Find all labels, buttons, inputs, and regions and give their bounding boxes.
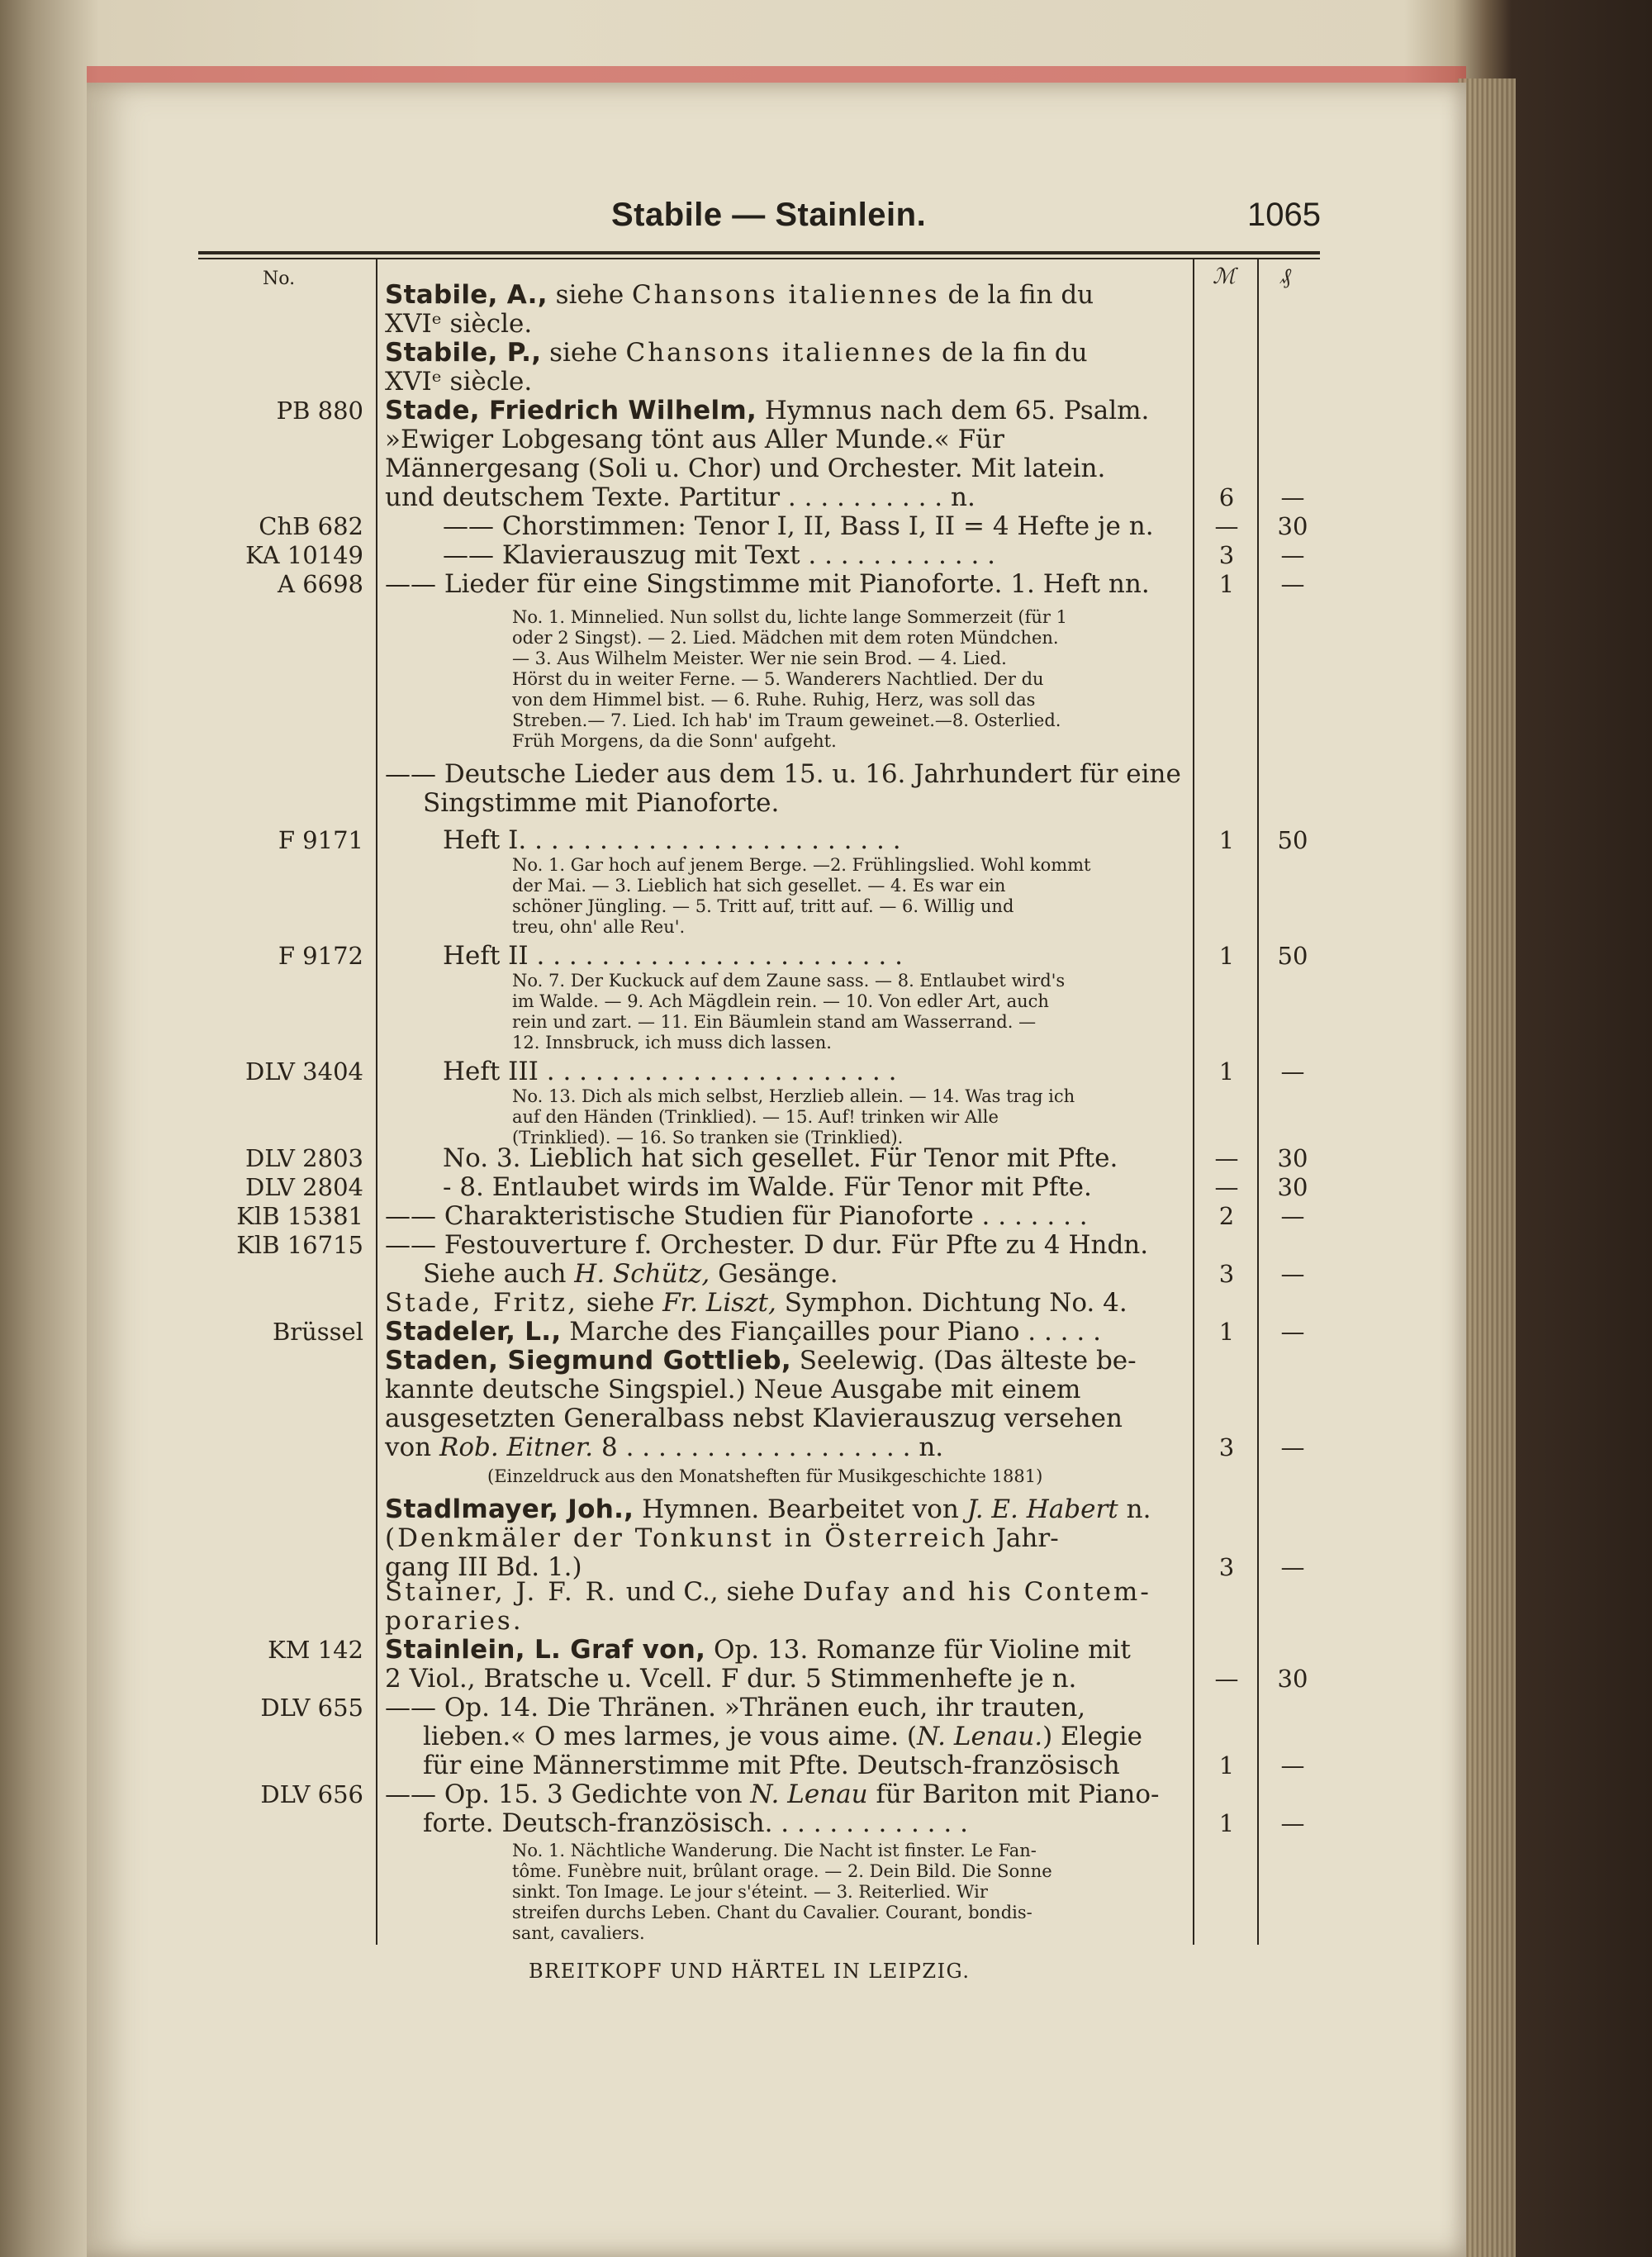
note-line: der Mai. — 3. Lieblich hat sich gesellet. — 4. Es war ein — [512, 876, 1006, 896]
catalog-entry — [385, 760, 1186, 818]
price-mark: 1 — [1218, 1809, 1235, 1837]
price-mark: 1 — [1218, 1751, 1235, 1779]
catalog-entry — [385, 541, 1186, 570]
catalog-entry — [385, 826, 1186, 855]
catalog-entry — [385, 942, 1186, 971]
price-pfennig: — — [1280, 541, 1305, 569]
column-header-no: No. — [263, 268, 296, 289]
entry-text: »Ewiger Lobgesang tönt aus Aller Munde.« Für — [385, 425, 1004, 454]
entry-line — [385, 1722, 1186, 1751]
entry-text: Hymnus nach dem 65. Psalm. — [757, 396, 1150, 425]
catalog-entry — [385, 1173, 1186, 1202]
catalog-entry — [385, 512, 1186, 541]
note-line: tôme. Funèbre nuit, brûlant orage. — 2. Dein Bild. Die Sonne — [512, 1861, 1052, 1881]
price-mark: 1 — [1218, 1318, 1235, 1346]
catalog-entry — [385, 1144, 1186, 1173]
price-mark: 1 — [1218, 942, 1235, 970]
entry-text: gang III Bd. 1.) — [385, 1552, 582, 1582]
contents-note — [487, 1466, 1132, 1487]
entry-text: und C., siehe — [617, 1577, 803, 1607]
entry-line — [385, 1524, 1186, 1553]
catalog-number: Brüssel — [272, 1318, 363, 1346]
entry-text: - 8. Entlaubet wirds im Walde. Für Tenor mit Pfte. — [443, 1172, 1092, 1202]
price-pfennig: 30 — [1277, 1665, 1308, 1693]
entry-line — [385, 942, 1186, 971]
note-line: oder 2 Singst). — 2. Lied. Mädchen mit dem roten Mündchen. — [512, 628, 1059, 648]
entry-line — [385, 1665, 1186, 1694]
price-mark: 2 — [1218, 1202, 1235, 1230]
note-line: schöner Jüngling. — 5. Tritt auf, tritt auf. — 6. Willig und — [512, 896, 1014, 916]
price-mark: 3 — [1218, 541, 1235, 569]
catalog-number: KlB 15381 — [236, 1202, 363, 1230]
entry-line — [385, 1607, 1186, 1636]
entry-text: für eine Männerstimme mit Pfte. Deutsch-französisch — [423, 1751, 1120, 1780]
entry-text: —— Lieder für eine Singstimme mit Pianoforte. 1. Heft nn. — [385, 569, 1150, 599]
entry-line — [385, 397, 1186, 425]
catalog-number: KlB 16715 — [236, 1231, 363, 1259]
entry-text: 2 Viol., Bratsche u. Vcell. F dur. 5 Stimmenhefte je n. — [385, 1664, 1077, 1694]
price-pfennig: — — [1280, 483, 1305, 511]
entry-heading: Stabile, A., — [385, 280, 548, 310]
contents-note — [512, 1086, 1156, 1148]
entry-text: Seelewig. (Das älteste be- — [790, 1346, 1137, 1376]
entry-text: XVIᵉ siècle. — [385, 367, 533, 397]
entry-heading: Staden, Siegmund Gottlieb, — [385, 1346, 791, 1376]
price-mark: — — [1214, 1144, 1239, 1172]
price-mark: 3 — [1218, 1553, 1235, 1581]
note-line: No. 1. Minnelied. Nun sollst du, lichte lange Sommerzeit (für 1 — [512, 607, 1067, 627]
entry-text: Op. 13. Romanze für Violine mit — [705, 1635, 1131, 1665]
entry-line — [385, 1780, 1186, 1809]
entry-text: H. Schütz, — [574, 1259, 710, 1289]
price-pfennig: 50 — [1277, 942, 1308, 970]
entry-text: Fr. Liszt, — [662, 1288, 776, 1318]
price-pfennig: — — [1280, 1433, 1305, 1461]
entry-line — [385, 1376, 1186, 1404]
entry-line — [385, 760, 1186, 789]
entry-text: —— Klavierauszug mit Text . . . . . . . . . . . . — [443, 540, 996, 570]
price-mark: — — [1214, 1173, 1239, 1201]
entry-text: Symphon. Dichtung No. 4. — [776, 1288, 1127, 1318]
entry-text: Rob. Eitner. — [439, 1433, 594, 1462]
note-line: Streben.— 7. Lied. Ich hab' im Traum geweinet.—8. Osterlied. — [512, 710, 1061, 730]
catalog-number: F 9171 — [278, 826, 363, 854]
header-rule-bottom — [198, 258, 1320, 259]
note-line: No. 13. Dich als mich selbst, Herzlieb allein. — 14. Was trag ich — [512, 1086, 1075, 1106]
publisher-footer: BREITKOPF UND HÄRTEL IN LEIPZIG. — [529, 1960, 971, 1983]
entry-text: Chansons italiennes — [632, 280, 940, 310]
entry-line — [385, 483, 1186, 512]
contents-note — [512, 855, 1156, 938]
entry-heading: Stade, Friedrich Wilhelm, — [385, 396, 757, 425]
note-line: Hörst du in weiter Ferne. — 5. Wanderers Nachtlied. Der du — [512, 669, 1044, 689]
entry-text: de la fin du — [939, 280, 1094, 310]
column-rule-mark — [1193, 259, 1194, 1945]
entry-text: (Denkmäler der Tonkunst in Österreich — [385, 1523, 988, 1553]
catalog-entry — [385, 1780, 1186, 1838]
entry-line — [385, 570, 1186, 599]
entry-text: Chansons italiennes — [625, 338, 934, 368]
price-pfennig: — — [1280, 1809, 1305, 1837]
entry-text: No. 3. Lieblich hat sich gesellet. Für Tenor mit Pfte. — [443, 1143, 1118, 1173]
entry-line — [385, 339, 1186, 368]
price-pfennig: 30 — [1277, 1144, 1308, 1172]
price-pfennig: 30 — [1277, 512, 1308, 540]
price-mark: — — [1214, 512, 1239, 540]
catalog-entry — [385, 1318, 1186, 1347]
column-header-mark: ℳ — [1213, 264, 1236, 289]
catalog-entry — [385, 1578, 1186, 1636]
entry-text: XVIᵉ siècle. — [385, 309, 533, 339]
entry-heading: Stadlmayer, Joh., — [385, 1494, 634, 1524]
entry-line — [385, 1202, 1186, 1231]
catalog-entry — [385, 1057, 1186, 1086]
note-line: treu, ohn' alle Reu'. — [512, 917, 686, 937]
entry-text: Marche des Fiançailles pour Piano . . . . . — [561, 1317, 1101, 1347]
catalog-number: A 6698 — [278, 570, 363, 598]
entry-heading: Stainlein, L. Graf von, — [385, 1635, 706, 1665]
entry-line — [385, 368, 1186, 397]
entry-text: de la fin du — [933, 338, 1088, 368]
entry-text: forte. Deutsch-französisch. . . . . . . . . . . . . — [423, 1808, 968, 1838]
note-line: streifen durchs Leben. Chant du Cavalier. Courant, bondis- — [512, 1903, 1032, 1922]
catalog-number: KM 142 — [268, 1636, 363, 1664]
catalog-number: F 9172 — [278, 942, 363, 970]
entry-line — [385, 1173, 1186, 1202]
note-line: (Einzeldruck aus den Monatsheften für Musikgeschichte 1881) — [487, 1466, 1043, 1486]
entry-text: Singstimme mit Pianoforte. — [423, 788, 780, 818]
entry-text: siehe — [541, 338, 626, 368]
catalog-entry — [385, 1636, 1186, 1694]
entry-line — [385, 454, 1186, 483]
catalog-entry — [385, 1347, 1186, 1462]
column-header-pfennig: ₰ — [1280, 264, 1291, 289]
entry-line — [385, 1636, 1186, 1665]
entry-text: —— Op. 14. Die Thränen. »Thränen euch, ihr trauten, — [385, 1693, 1086, 1722]
entry-line — [385, 1231, 1186, 1260]
price-pfennig: — — [1280, 1202, 1305, 1230]
entry-text: Heft II . . . . . . . . . . . . . . . . . . . . . . . — [443, 941, 903, 971]
catalog-entry — [385, 1202, 1186, 1231]
contents-note — [512, 607, 1156, 752]
entry-text: Männergesang (Soli u. Chor) und Orchester. Mit latein. — [385, 454, 1106, 483]
entry-text: Heft III . . . . . . . . . . . . . . . . . . . . . . — [443, 1057, 897, 1086]
entry-text: und deutschem Texte. Partitur . . . . . . . . . . n. — [385, 482, 976, 512]
note-line: Früh Morgens, da die Sonn' aufgeht. — [512, 731, 837, 751]
entry-text: —— Charakteristische Studien für Pianoforte . . . . . . . — [385, 1201, 1088, 1231]
entry-text: siehe — [547, 280, 633, 310]
entry-text: für Bariton mit Piano- — [867, 1779, 1160, 1809]
catalog-number: ChB 682 — [259, 512, 363, 540]
page-edges — [1458, 78, 1516, 2257]
entry-text: N. Lenau. — [917, 1722, 1043, 1751]
catalog-entry — [385, 281, 1186, 339]
catalog-entry — [385, 1694, 1186, 1780]
entry-line — [385, 789, 1186, 818]
entry-line — [385, 1751, 1186, 1780]
entry-text: n. — [1118, 1494, 1151, 1524]
catalog-number: DLV 2803 — [244, 1144, 363, 1172]
price-mark: 3 — [1218, 1433, 1235, 1461]
entry-line — [385, 1318, 1186, 1347]
catalog-entry — [385, 570, 1186, 599]
running-title: Stabile — Stainlein. — [611, 197, 927, 233]
entry-text: Dufay and his Contem- — [802, 1577, 1151, 1607]
entry-text: poraries. — [385, 1606, 524, 1636]
note-line: No. 1. Gar hoch auf jenem Berge. —2. Frühlingslied. Wohl kommt — [512, 855, 1091, 875]
catalog-number: PB 880 — [276, 397, 363, 425]
price-pfennig: — — [1280, 1260, 1305, 1288]
entry-line — [385, 1144, 1186, 1173]
price-mark: 1 — [1218, 570, 1235, 598]
contents-note — [512, 971, 1156, 1053]
note-line: sinkt. Ton Image. Le jour s'éteint. — 3. Reiterlied. Wir — [512, 1882, 988, 1902]
entry-text: Siehe auch — [423, 1259, 575, 1289]
price-pfennig: 50 — [1277, 826, 1308, 854]
contents-note — [512, 1841, 1156, 1944]
entry-text: —— Festouverture f. Orchester. D dur. Für Pfte zu 4 Hndn. — [385, 1230, 1149, 1260]
entry-line — [385, 826, 1186, 855]
price-mark: 3 — [1218, 1260, 1235, 1288]
entry-text: Heft I. . . . . . . . . . . . . . . . . . . . . . . . — [443, 825, 901, 855]
entry-text: siehe — [577, 1288, 663, 1318]
catalog-number: DLV 3404 — [244, 1057, 363, 1086]
price-mark: — — [1214, 1665, 1239, 1693]
entry-text: kannte deutsche Singspiel.) Neue Ausgabe mit einem — [385, 1375, 1081, 1404]
catalog-number: KA 10149 — [245, 541, 363, 569]
catalog-entry — [385, 1495, 1186, 1582]
entry-text: —— Chorstimmen: Tenor I, II, Bass I, II = 4 Hefte je n. — [443, 511, 1154, 541]
entry-text: Stade, Fritz, — [385, 1288, 578, 1318]
entry-line — [385, 1495, 1186, 1524]
page-number: 1065 — [1247, 197, 1321, 233]
note-line: 12. Innsbruck, ich muss dich lassen. — [512, 1033, 832, 1052]
note-line: (Trinklied). — 16. So tranken sie (Trinklied). — [512, 1128, 904, 1148]
note-line: — 3. Aus Wilhelm Meister. Wer nie sein Brod. — 4. Lied. — [512, 649, 1007, 668]
entry-text: ausgesetzten Generalbass nebst Klavierauszug versehen — [385, 1404, 1123, 1433]
entry-text: Jahr- — [987, 1523, 1059, 1553]
entry-line — [385, 1433, 1186, 1462]
entry-line — [385, 1260, 1186, 1289]
entry-line — [385, 1347, 1186, 1376]
entry-line — [385, 310, 1186, 339]
price-mark: 6 — [1218, 483, 1235, 511]
entry-heading: Stabile, P., — [385, 338, 542, 368]
entry-line — [385, 541, 1186, 570]
entry-text: 8 . . . . . . . . . . . . . . . . . . n. — [593, 1433, 944, 1462]
entry-heading: Stadeler, L., — [385, 1317, 562, 1347]
price-mark: 1 — [1218, 1057, 1235, 1086]
catalog-entry — [385, 1231, 1186, 1289]
note-line: im Walde. — 9. Ach Mägdlein rein. — 10. Von edler Art, auch — [512, 991, 1049, 1011]
entry-line — [385, 1289, 1186, 1318]
entry-line — [385, 1404, 1186, 1433]
entry-text: lieben.« O mes larmes, je vous aime. ( — [423, 1722, 918, 1751]
entry-text: Hymnen. Bearbeitet von — [634, 1494, 967, 1524]
price-pfennig: — — [1280, 1553, 1305, 1581]
price-pfennig: — — [1280, 570, 1305, 598]
note-line: von dem Himmel bist. — 6. Ruhe. Ruhig, Herz, was soll das — [512, 690, 1036, 710]
note-line: No. 1. Nächtliche Wanderung. Die Nacht ist finster. Le Fan- — [512, 1841, 1037, 1860]
column-rule-no — [376, 259, 377, 1945]
entry-line — [385, 512, 1186, 541]
catalog-entry — [385, 397, 1186, 512]
catalog-number: DLV 655 — [260, 1694, 363, 1722]
note-line: sant, cavaliers. — [512, 1923, 645, 1943]
entry-text: —— Deutsche Lieder aus dem 15. u. 16. Jahrhundert für eine — [385, 759, 1181, 789]
entry-text: von — [385, 1433, 439, 1462]
note-line: auf den Händen (Trinklied). — 15. Auf! trinken wir Alle — [512, 1107, 999, 1127]
entry-line — [385, 425, 1186, 454]
catalog-entry — [385, 339, 1186, 397]
price-pfennig: — — [1280, 1318, 1305, 1346]
entry-text: J. E. Habert — [966, 1494, 1118, 1524]
catalog-entry — [385, 1289, 1186, 1318]
price-pfennig: — — [1280, 1751, 1305, 1779]
entry-text: Gesänge. — [710, 1259, 838, 1289]
entry-text: N. Lenau — [750, 1779, 868, 1809]
entry-line — [385, 1809, 1186, 1838]
entry-text: Stainer, J. F. R. — [385, 1577, 618, 1607]
entry-line — [385, 1694, 1186, 1722]
entry-line — [385, 1578, 1186, 1607]
catalog-number: DLV 2804 — [244, 1173, 363, 1201]
entry-line — [385, 1057, 1186, 1086]
price-pfennig: 30 — [1277, 1173, 1308, 1201]
price-mark: 1 — [1218, 826, 1235, 854]
entry-text: —— Op. 15. 3 Gedichte von — [385, 1779, 751, 1809]
note-line: rein und zart. — 11. Ein Bäumlein stand am Wasserrand. — — [512, 1012, 1037, 1032]
price-pfennig: — — [1280, 1057, 1305, 1086]
note-line: No. 7. Der Kuckuck auf dem Zaune sass. — 8. Entlaubet wird's — [512, 971, 1066, 991]
catalog-number: DLV 656 — [260, 1780, 363, 1808]
entry-text: ) Elegie — [1042, 1722, 1143, 1751]
header-rule-top — [198, 251, 1320, 254]
column-rule-pf — [1257, 259, 1259, 1945]
entry-line — [385, 281, 1186, 310]
